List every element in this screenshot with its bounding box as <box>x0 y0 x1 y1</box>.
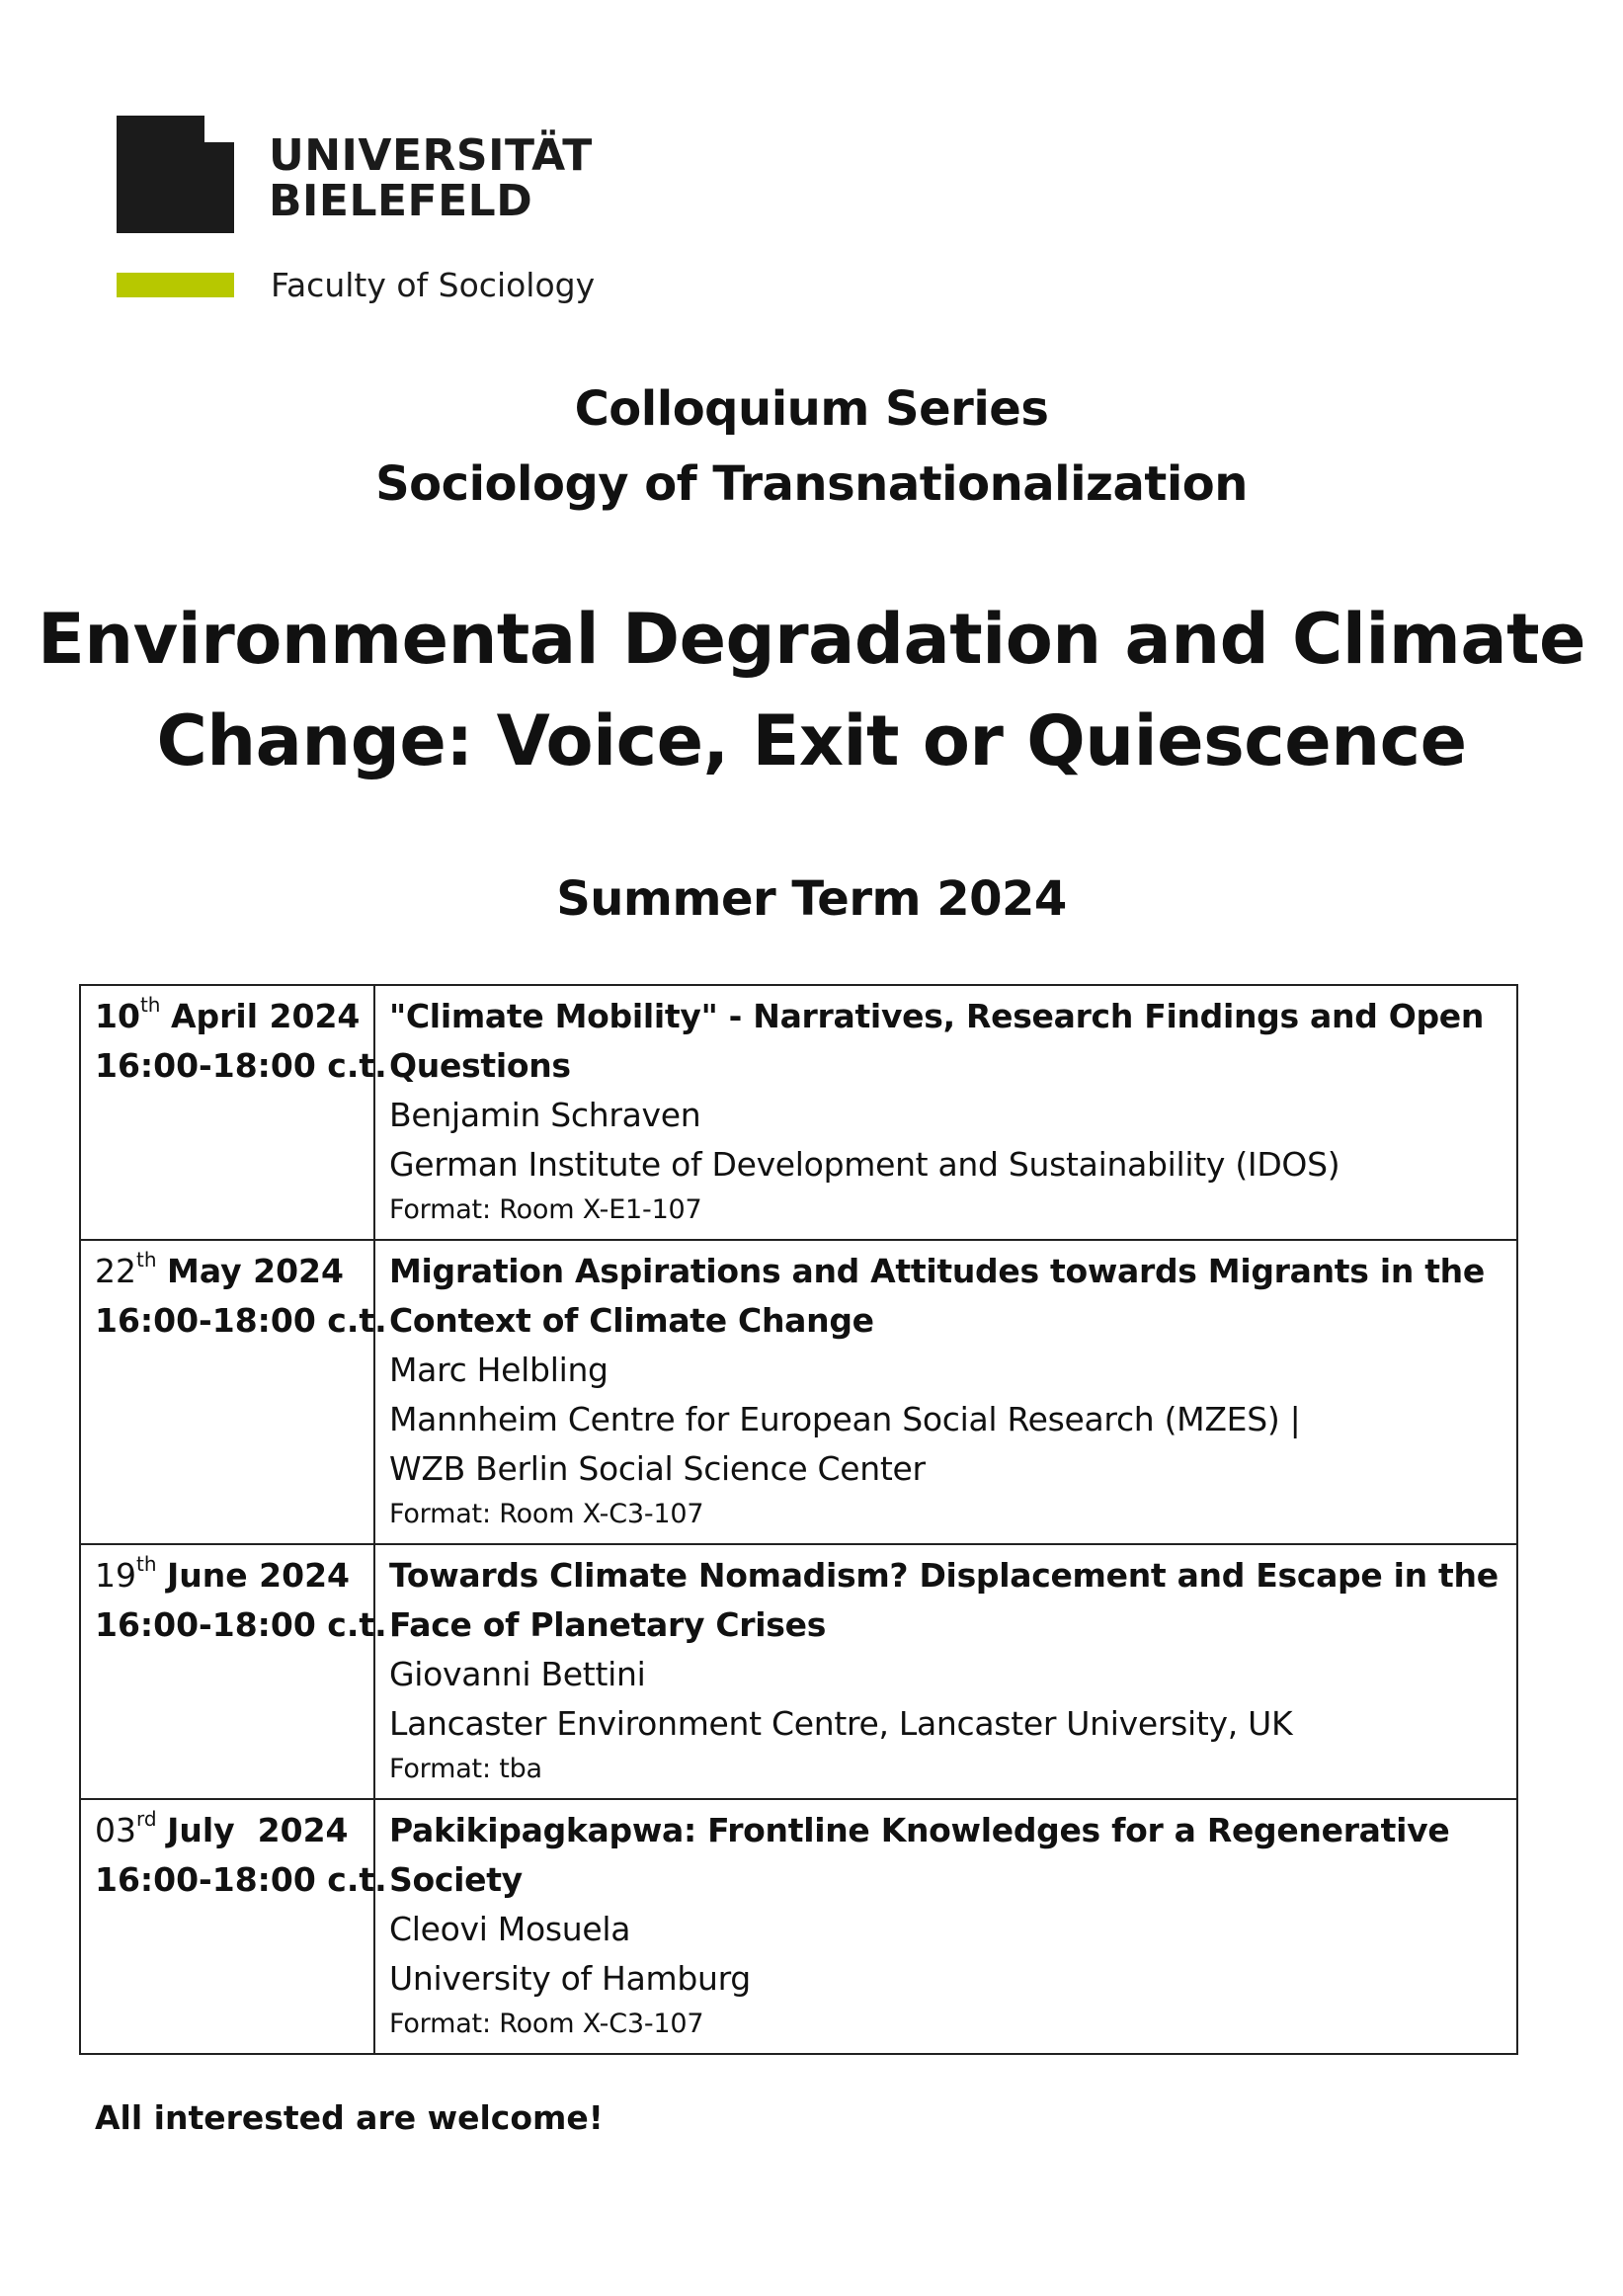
session-affiliation-line: Mannheim Centre for European Social Research (MZES) | <box>389 1400 1301 1438</box>
series-heading <box>0 371 1623 522</box>
session-date-cell <box>80 1799 387 2054</box>
session-affiliation <box>389 1140 1502 1189</box>
session-affiliation-line: University of Hamburg <box>389 1959 751 1998</box>
schedule-table <box>79 984 1518 2055</box>
session-affiliation-line: German Institute of Development and Sustainability (IDOS) <box>389 1145 1340 1184</box>
session-info-cell <box>374 1799 1517 2054</box>
session-time: 16:00-18:00 c.t. <box>95 1860 387 1899</box>
session-affiliation-line: Lancaster Environment Centre, Lancaster University, UK <box>389 1704 1293 1743</box>
university-name <box>269 130 593 226</box>
session-date-cell <box>80 1240 387 1544</box>
session-row <box>80 985 1517 1240</box>
page-title <box>0 589 1623 792</box>
session-speaker: Marc Helbling <box>389 1351 609 1389</box>
session-title: Towards Climate Nomadism? Displacement and Escape in the Face of Planetary Crises <box>389 1556 1499 1644</box>
session-row <box>80 1544 1517 1799</box>
term-heading: Summer Term 2024 <box>556 871 1067 927</box>
session-day-suffix: rd <box>136 1807 157 1831</box>
university-name-line2: BIELEFELD <box>269 176 533 226</box>
session-day: 22 <box>95 1252 136 1290</box>
session-date <box>95 1247 360 1296</box>
session-time: 16:00-18:00 c.t. <box>95 1301 387 1340</box>
session-month-year: April 2024 <box>170 997 361 1035</box>
welcome-note: All interested are welcome! <box>95 2098 604 2137</box>
title-line1: Environmental Degradation and Climate <box>37 599 1586 680</box>
session-date-cell <box>80 985 387 1240</box>
session-day-suffix: th <box>136 1552 157 1576</box>
session-date <box>95 1551 360 1600</box>
session-row <box>80 1240 1517 1544</box>
series-line2: Sociology of Transnationalization <box>375 456 1248 512</box>
session-day-suffix: th <box>139 993 161 1017</box>
session-row <box>80 1799 1517 2054</box>
session-day: 03 <box>95 1811 136 1849</box>
session-title: "Climate Mobility" - Narratives, Research Findings and Open Questions <box>389 997 1485 1085</box>
session-day-suffix: th <box>136 1248 157 1271</box>
session-affiliation-line: WZB Berlin Social Science Center <box>389 1449 926 1488</box>
logo-notch <box>204 116 234 142</box>
session-info-cell <box>374 1544 1517 1799</box>
series-line1: Colloquium Series <box>574 381 1049 437</box>
session-title: Migration Aspirations and Attitudes towards Migrants in the Context of Climate Change <box>389 1252 1485 1340</box>
title-line2: Change: Voice, Exit or Quiescence <box>156 700 1467 781</box>
session-day: 10 <box>95 997 140 1035</box>
session-time: 16:00-18:00 c.t. <box>95 1046 387 1085</box>
session-affiliation <box>389 1395 1502 1494</box>
session-date-cell <box>80 1544 387 1799</box>
session-info-cell <box>374 985 1517 1240</box>
session-date <box>95 992 360 1041</box>
session-format: Format: Room X-E1-107 <box>389 1194 702 1225</box>
session-date <box>95 1806 360 1855</box>
session-month-year: May 2024 <box>167 1252 344 1290</box>
session-affiliation <box>389 1699 1502 1749</box>
session-format: Format: Room X-C3-107 <box>389 2009 704 2039</box>
session-month-year: June 2024 <box>167 1556 351 1595</box>
session-time: 16:00-18:00 c.t. <box>95 1605 387 1644</box>
session-affiliation <box>389 1954 1502 2004</box>
university-name-line1: UNIVERSITÄT <box>269 130 593 181</box>
session-day: 19 <box>95 1556 136 1595</box>
session-speaker: Giovanni Bettini <box>389 1655 646 1693</box>
session-speaker: Cleovi Mosuela <box>389 1910 631 1948</box>
session-format: Format: Room X-C3-107 <box>389 1499 704 1529</box>
session-speaker: Benjamin Schraven <box>389 1096 701 1134</box>
session-format: Format: tba <box>389 1754 542 1784</box>
session-title: Pakikipagkapwa: Frontline Knowledges for a Regenerative Society <box>389 1811 1450 1899</box>
session-month-year: July 2024 <box>167 1811 349 1849</box>
session-info-cell <box>374 1240 1517 1544</box>
faculty-name: Faculty of Sociology <box>271 266 596 304</box>
faculty-accent-bar <box>117 273 234 297</box>
